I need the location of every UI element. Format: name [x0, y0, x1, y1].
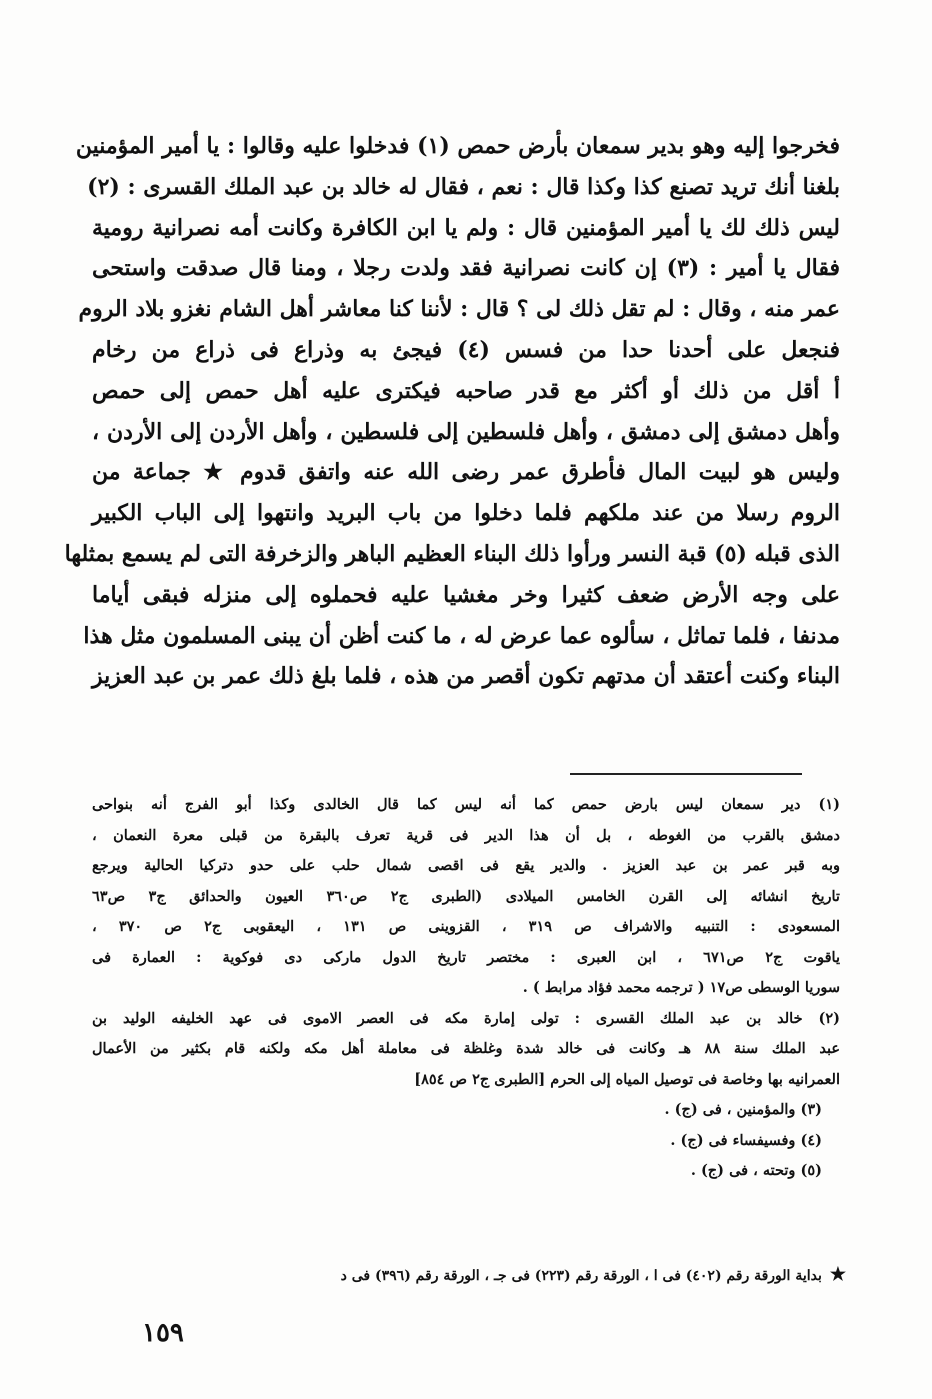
text-line: مدنفا ، فلما تماثل ، سألوه عما عرض له ، ما كنت أظن أن يبنى المسلمون مثل هذا	[83, 622, 840, 649]
footnote-line: وبه قبر عمر بن عبد العزيز . والدير يقع فى اقصى شمال حلب على حدو دتركيا الحالية ويرجع	[92, 857, 840, 874]
text-line: فخرجوا إليه وهو بدير سمعان بأرض حمص (١) فدخلوا عليه وقالوا : يا أمير المؤمنين	[75, 133, 840, 159]
footnote-line: (٥) وتحته ، فى (ج) .	[690, 1162, 822, 1179]
footnote-separator	[570, 773, 802, 775]
footnote-line: (٤) وفسيفساء فى (ج) .	[670, 1131, 822, 1149]
footnote-line: (١) دير سمعان ليس بارض حمص كما أنه ليس كما قال الخالدى وكذا أبو الفرج أنه بنواحى	[92, 796, 840, 813]
footnote-line: المسعودى : التنبيه والاشراف ص ٣١٩ ، القزوينى ص ١٣١ ، اليعقوبى ج٢ ص ٣٧٠ ،	[92, 918, 840, 935]
page-number: ١٥٩	[142, 1318, 184, 1348]
footnote-line: سوريا الوسطى ص١٧ ( ترجمه محمد فؤاد مرابط ) .	[522, 979, 840, 996]
text-line: أ أقل من ذلك أو أكثر مع قدر صاحبه فيكترى عليه أهل حمص إلى حمص	[92, 377, 840, 404]
footnotes-block	[92, 790, 840, 1187]
star-icon: ★	[829, 1264, 846, 1285]
footnote-line: ياقوت ج٢ ص٦٧١ ، ابن العبرى : مختصر تاريخ الدول ماركى دى فوكوية : العمارة فى	[92, 948, 840, 966]
main-text-block	[64, 126, 841, 697]
footnote-line: العمرانيه بها وخاصة فى توصيل المياه إلى الحرم [الطبرى ج٢ ص ٨٥٤]	[414, 1070, 840, 1088]
text-line: فنجعل على أحدنا حدا من فسس (٤) فيجئ به وذراع فى ذراع من رخام	[92, 336, 841, 363]
footnote-line: عبد الملك سنة ٨٨ هـ وكانت فى خالد شدة وغلظة فى معاملة أهل مكه ولكنه قام بكثير من الأعمال	[92, 1040, 840, 1057]
footnote-line: (٢) خالد بن عبد الملك القسرى : تولى إمارة مكه فى العصر الاموى فى عهد الخليفه الوليد بن	[92, 1009, 840, 1027]
text-line: وأهل دمشق إلى دمشق ، وأهل فلسطين إلى فلسطين ، وأهل الأردن إلى الأردن ،	[92, 418, 840, 445]
text-line: بلغنا أنك تريد تصنع كذا وكذا قال : نعم ، فقال له خالد بن عبد الملك القسرى : (٢)	[87, 173, 840, 200]
text-line: فقال يا أمير : (٣) إن كانت نصرانية فقد ولدت رجلا ، ومنا قال صدقت واستحى	[92, 255, 841, 282]
text-line: على وجه الأرض ضعف كثيرا وخر مغشيا عليه فحملوه إلى منزله فبقى أياما	[92, 581, 840, 608]
footnote-line: دمشق بالقرب من الغوطه ، بل أن هذا الدير فى قرية تعرف بالبقرة من قبلى معرة النعمان ،	[92, 826, 840, 844]
footnote-line: تاريخ انشائه إلى القرن الخامس الميلادى (الطبرى ج٢ ص٣٦٠ العيون والحدائق ج٣ ص٦٣	[92, 887, 840, 905]
text-line: عمر منه ، وقال : لم تقل ذلك لى ؟ قال : لأننا كنا معاشر أهل الشام نغزو بلاد الروم	[78, 296, 840, 323]
text-line: ليس ذلك لك يا أمير المؤمنين قال : ولم يا ابن الكافرة وكانت أمه نصرانية رومية	[92, 214, 840, 241]
manuscript-note-text: بداية الورقة رقم (٤٠٢) فى ا ، الورقة رقم (٢٢٣) فى جـ ، الورقة رقم (٣٩٦) فى د	[340, 1268, 822, 1284]
manuscript-note	[76, 1264, 846, 1287]
footnote-line: (٣) والمؤمنين ، فى (ج) .	[664, 1101, 822, 1118]
text-line: الروم رسلا من عند ملكهم فلما دخلوا من باب البريد وانتهوا إلى الباب الكبير	[92, 500, 840, 527]
text-line: البناء وكنت أعتقد أن مدتهم تكون أقصر من هذه ، فلما بلغ ذلك عمر بن عبد العزيز	[92, 663, 840, 690]
text-line: الذى قبله (٥) قبة النسر ورأوا ذلك البناء العظيم الباهر والزخرفة التى لم يسمع بمثلها	[64, 540, 840, 567]
text-line: وليس هو لبيت المال فأطرق عمر رضى الله عنه واتفق قدوم ★ جماعة من	[92, 459, 840, 486]
